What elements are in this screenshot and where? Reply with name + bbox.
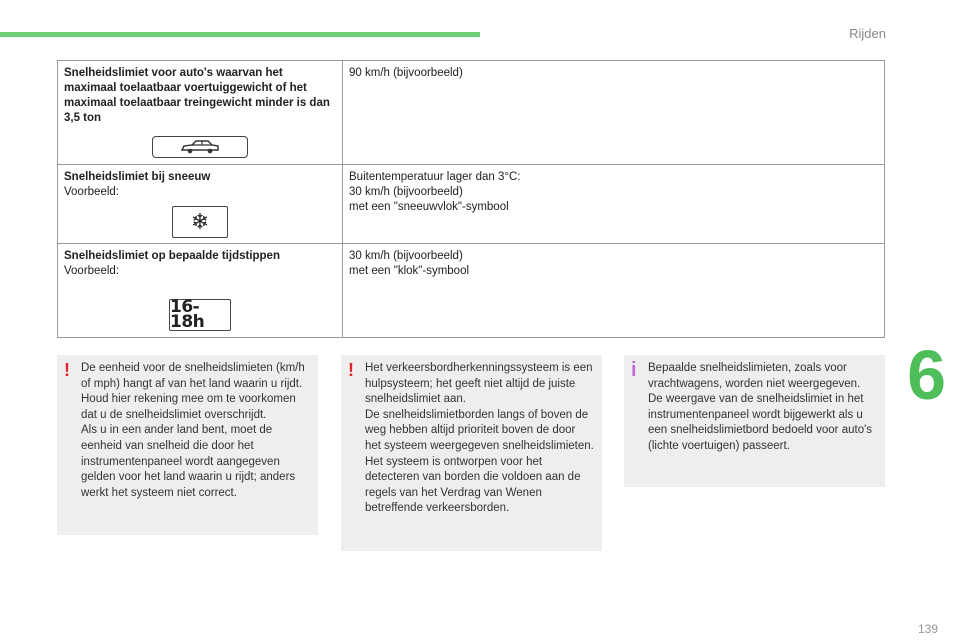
warning-note-units: [57, 355, 318, 535]
exclamation-icon: !: [64, 360, 70, 380]
chapter-number: 6: [907, 336, 946, 414]
row-subtitle: Voorbeeld:: [64, 186, 119, 198]
table-row: [58, 61, 885, 165]
note-paragraph: De weergave van de snelheidslimiet in het instrumentenpaneel wordt bijgewerkt als u een snelheidslimietbord bedoeld voor auto's (lichte voertuigen) passeert.: [648, 393, 873, 452]
table-cell-desc: [343, 61, 885, 165]
table-row: [58, 165, 885, 244]
row-desc-line: 30 km/h (bijvoorbeeld): [349, 250, 463, 262]
info-note-limits: [624, 355, 885, 487]
car-icon: [152, 136, 248, 158]
note-paragraph: Houd hier rekening mee om te voorkomen dat u de snelheidslimiet overschrijdt.: [81, 393, 296, 421]
note-paragraph: Als u in een ander land bent, moet de eenheid van snelheid die door het instrumentenpaneel wordt aangegeven gelden voor het land waarin u rijdt; anders werkt het systeem niet correct.: [81, 424, 296, 499]
table-cell-label: [58, 165, 343, 244]
table-row: [58, 244, 885, 338]
snowflake-icon: ❄: [172, 206, 228, 238]
table-cell-label: [58, 244, 343, 338]
row-desc-line: Buitentemperatuur lager dan 3°C:: [349, 171, 521, 183]
header-accent-bar: [0, 32, 480, 37]
exclamation-icon: !: [348, 360, 354, 380]
row-title: Snelheidslimiet op bepaalde tijdstippen: [64, 250, 280, 262]
warning-note-system: [341, 355, 602, 551]
section-title: Rijden: [849, 26, 886, 41]
time-period-icon: 16-18h: [169, 299, 231, 331]
row-desc-line: met een "klok"-symbool: [349, 265, 470, 277]
row-title: Snelheidslimiet bij sneeuw: [64, 171, 211, 183]
note-paragraph: De eenheid voor de snelheidslimieten (km/h of mph) hangt af van het land waarin u rijdt.: [81, 362, 305, 390]
note-paragraph: Het verkeersbordherkenningssysteem is een hulpsysteem; het geeft niet altijd de juiste snelheidslimiet aan.: [365, 362, 593, 406]
speed-limit-table: [57, 60, 885, 338]
note-paragraph: Het systeem is ontworpen voor het detecteren van borden die voldoen aan de regels van het Verdrag van Wenen betreffende verkeersborden.: [365, 455, 581, 515]
note-paragraph: Bepaalde snelheidslimieten, zoals voor vrachtwagens, worden niet weergegeven.: [648, 362, 861, 390]
table-cell-desc: [343, 244, 885, 338]
row-desc-line: met een "sneeuwvlok"-symbool: [349, 201, 509, 213]
note-paragraph: De snelheidslimietborden langs of boven de weg hebben altijd prioriteit boven de door het systeem weergegeven snelheidslimieten.: [365, 408, 594, 452]
row-subtitle: Voorbeeld:: [64, 265, 119, 277]
row-desc-line: 90 km/h (bijvoorbeeld): [349, 67, 463, 79]
row-title: Snelheidslimiet voor auto's waarvan het maximaal toelaatbaar voertuiggewicht of het maximaal toelaatbaar treingewicht minder is dan 3,5 ton: [64, 67, 330, 124]
page-number: 139: [917, 622, 938, 636]
info-icon: i: [631, 359, 637, 381]
table-cell-label: [58, 61, 343, 165]
table-cell-desc: [343, 165, 885, 244]
row-desc-line: 30 km/h (bijvoorbeeld): [349, 186, 463, 198]
